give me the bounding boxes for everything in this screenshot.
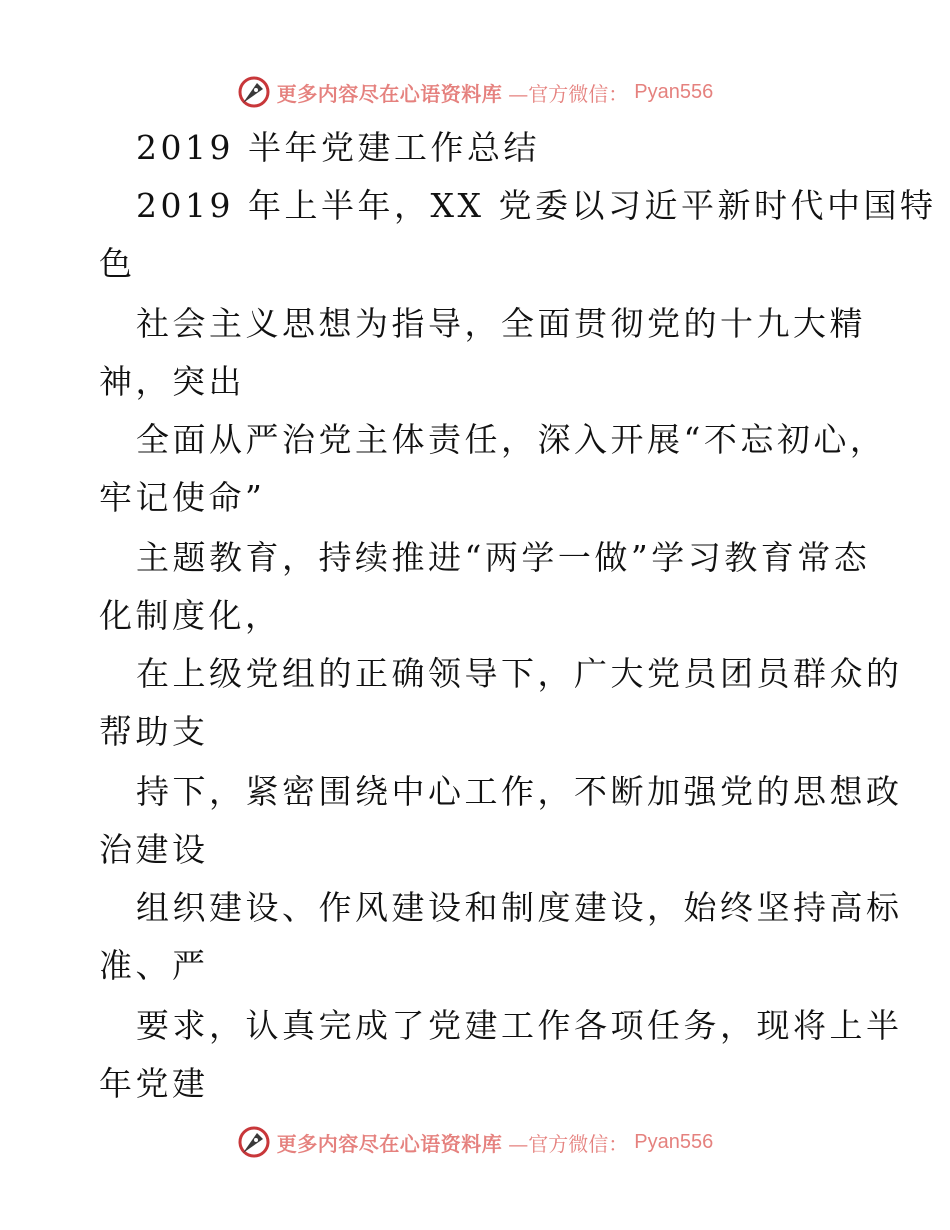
doc-line: 全面从严治党主体责任，深入开展“不忘初心， (136, 420, 887, 459)
banner-title: 更多内容尽在心语资料库 (276, 81, 503, 106)
banner-wechat-id: Pyan556 (634, 1130, 714, 1153)
banner-wechat-label: —官方微信： (508, 1131, 629, 1156)
pen-nib-logo-icon (237, 1125, 271, 1159)
footer-banner (0, 1122, 950, 1162)
doc-line: 牢记使命” (99, 478, 266, 517)
doc-line: 持下，紧密围绕中心工作，不断加强党的思想政 (136, 772, 903, 811)
doc-title: 2019 半年党建工作总结 (136, 128, 540, 167)
doc-line: 化制度化， (99, 596, 282, 635)
pen-nib-logo-icon (237, 75, 271, 109)
doc-line: 准、严 (99, 946, 209, 985)
doc-line: 主题教育，持续推进“两学一做”学习教育常态 (136, 538, 871, 577)
banner-title: 更多内容尽在心语资料库 (276, 1131, 503, 1156)
header-banner (0, 72, 950, 112)
doc-line: 年党建 (99, 1064, 209, 1103)
doc-line: 神，突出 (99, 362, 245, 401)
doc-line: 2019 年上半年，XX 党委以习近平新时代中国特 (136, 186, 937, 225)
doc-line: 在上级党组的正确领导下，广大党员团员群众的 (136, 654, 903, 693)
doc-line: 帮助支 (99, 712, 209, 751)
banner-wechat-id: Pyan556 (634, 80, 714, 103)
doc-line: 组织建设、作风建设和制度建设，始终坚持高标 (136, 888, 903, 927)
doc-line: 社会主义思想为指导，全面贯彻党的十九大精 (136, 304, 866, 343)
doc-line: 要求，认真完成了党建工作各项任务，现将上半 (136, 1006, 903, 1045)
banner-wechat-label: —官方微信： (508, 81, 629, 106)
doc-line: 色 (99, 244, 136, 283)
doc-line: 治建设 (99, 830, 209, 869)
